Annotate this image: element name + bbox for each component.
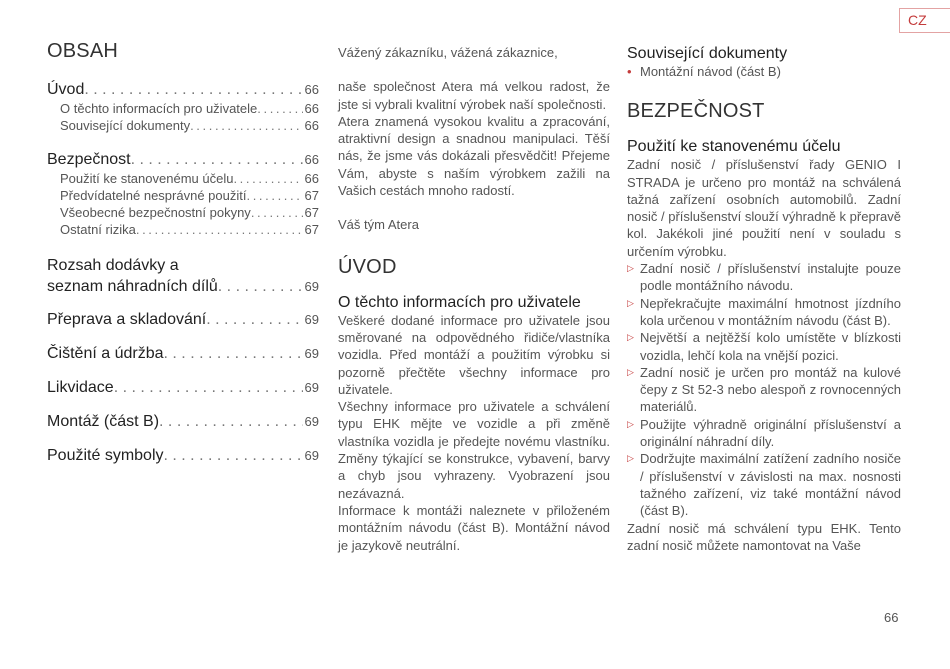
signoff: Váš tým Atera <box>338 217 419 233</box>
toc-page: 67 <box>304 205 319 221</box>
related-docs-list <box>627 63 901 80</box>
toc-page: 66 <box>304 151 319 167</box>
toc-leader <box>190 117 302 134</box>
intro-paragraph: naše společnost Atera má velkou radost, že jste si vybrali kvalitní výrobek naší společnosti. <box>338 79 610 112</box>
toc-page: 67 <box>304 187 319 203</box>
toc-label: Všeobecné bezpečnostní pokyny <box>60 205 251 221</box>
list-item: ▷ Nepřekračujte maximální hmotnost jízdního kola určenou v montážním návodu (část B). <box>627 295 901 330</box>
toc-leader <box>164 345 303 362</box>
toc-entry-preprava[interactable] <box>47 311 319 328</box>
toc-page: 69 <box>304 278 319 294</box>
toc-leader <box>257 100 302 117</box>
toc-label: Montáž (část B) <box>47 412 160 430</box>
toc-leader <box>246 187 302 204</box>
related-docs-heading: Související dokumenty <box>627 45 788 62</box>
toc-leader <box>159 413 303 430</box>
page-number: 66 <box>884 610 899 625</box>
toc-heading: OBSAH <box>47 40 119 62</box>
toc-page: 66 <box>304 101 319 116</box>
toc-leader <box>84 81 302 98</box>
section-heading-uvod: ÚVOD <box>338 255 397 278</box>
toc-label: Bezpečnost <box>47 150 131 168</box>
toc-leader <box>206 311 302 328</box>
toc-page: 69 <box>304 413 319 429</box>
toc-page: 67 <box>304 222 319 238</box>
body-paragraph: Všechny informace pro uživatele a schválení typu EHK mějte ve vozidle a při změně vlastníka vozidla je předejte novému vlastníku. Změny týkající se konstrukce, vybavení, barvy a chyb jsou vyhrazeny. Vyobrazení jsou nezávazná. <box>338 399 610 501</box>
section-heading-bezpecnost: BEZPEČNOST <box>627 100 765 123</box>
body-paragraph: Informace k montáži naleznete v přiloženém montážním návodu (část B). Montážní návod je jazykově neutrální. <box>338 502 610 553</box>
toc-leader <box>131 151 303 168</box>
toc-page: 66 <box>304 118 319 134</box>
safety-column <box>627 44 901 554</box>
subheading: Použití ke stanovenému účelu <box>627 138 841 156</box>
toc-entry-rozsah[interactable] <box>47 255 319 297</box>
toc-label: Ostatní rizika <box>60 222 136 238</box>
toc-label: Čištění a údržba <box>47 344 164 362</box>
intro-column <box>338 44 610 554</box>
toc-label: Předvídatelné nesprávné použití <box>60 187 247 203</box>
toc-label: Použití ke stanovenému účelu <box>60 170 234 186</box>
toc-label: Likvidace <box>47 378 114 396</box>
toc-subentry[interactable] <box>47 117 319 134</box>
toc-leader <box>218 276 303 297</box>
list-item: ▷ Zadní nosič je určen pro montáž na kulové čepy z St 52-3 nebo alespoň z rovnocenných materiálů. <box>627 364 901 416</box>
list-item: ▷ Největší a nejtěžší kolo umístěte v blízkosti vozidla, lehčí kola na vnější pozici. <box>627 329 901 364</box>
toc-label: Úvod <box>47 81 85 98</box>
toc-leader <box>251 204 303 221</box>
toc-label: seznam náhradních dílů <box>47 277 218 295</box>
table-of-contents <box>47 40 319 464</box>
toc-label-line1: Rozsah dodávky a <box>47 256 179 274</box>
toc-leader <box>136 221 303 238</box>
body-paragraph: Veškeré dodané informace pro uživatele jsou směrované na odpovědného řidiče/vlastníka vozidla. Před montáží a použitím výrobku si pozorně přečtěte všechny informace pro uživatele. <box>338 312 610 397</box>
list-item: ▷ Zadní nosič / příslušenství instalujte pouze podle montážního návodu. <box>627 260 901 295</box>
toc-entry-montaz[interactable] <box>47 413 319 430</box>
toc-entry-cisteni[interactable] <box>47 345 319 362</box>
toc-page: 66 <box>304 82 319 97</box>
toc-label: Použité symboly <box>47 446 164 464</box>
toc-entry-uvod[interactable] <box>47 81 319 98</box>
toc-leader <box>233 170 302 187</box>
toc-label: Související dokumenty <box>60 118 191 134</box>
list-item: ▷ Dodržujte maximální zatížení zadního nosiče / příslušenství v závislosti na max. nosnosti tažného zařízení, viz také montážní návod (část B). <box>627 450 901 519</box>
subheading: O těchto informacích pro uživatele <box>338 293 581 311</box>
body-paragraph: Zadní nosič / příslušenství řady GENIO I STRADA je určeno pro montáž na schválená tažná zařízení osobních automobilů. Zadní nosič / příslušenství slouží výhradně k přepravě kol. Jakékoli jiné použití není v souladu s určením výrobku. <box>627 157 901 259</box>
toc-subentry[interactable] <box>47 100 319 117</box>
toc-subentry[interactable] <box>47 221 319 238</box>
intro-paragraph: Atera znamená vysokou kvalitu a zpracování, atraktivní design a snadnou manipulaci. Těší nás, že jsme vás dokázali přesvědčit! Přejeme Vám, abyste s naším výrobkem zažili na Vašich cestách mnoho radostí. <box>338 113 610 199</box>
toc-page: 69 <box>304 447 319 463</box>
toc-entry-bezpecnost[interactable] <box>47 151 319 168</box>
toc-leader <box>164 447 303 464</box>
toc-subentry[interactable] <box>47 187 319 204</box>
toc-page: 69 <box>304 311 319 327</box>
language-tag: CZ <box>899 8 950 33</box>
greeting: Vážený zákazníku, vážená zákaznice, <box>338 45 558 60</box>
toc-label: O těchto informacích pro uživatele <box>60 101 258 116</box>
toc-page: 66 <box>304 170 319 186</box>
toc-page: 69 <box>304 379 319 395</box>
list-item: ▷ Použijte výhradně originální příslušenství a originální náhradní díly. <box>627 416 901 451</box>
list-item: • Montážní návod (část B) <box>627 63 901 80</box>
toc-label: Přeprava a skladování <box>47 310 207 328</box>
toc-leader <box>114 379 303 396</box>
toc-entry-likvidace[interactable] <box>47 379 319 396</box>
body-paragraph: Zadní nosič má schválení typu EHK. Tento zadní nosič můžete namontovat na Vaše <box>627 520 901 553</box>
toc-subentry[interactable] <box>47 170 319 187</box>
toc-page: 69 <box>304 345 319 361</box>
safety-list <box>627 260 901 519</box>
toc-entry-symboly[interactable] <box>47 447 319 464</box>
toc-subentry[interactable] <box>47 204 319 221</box>
